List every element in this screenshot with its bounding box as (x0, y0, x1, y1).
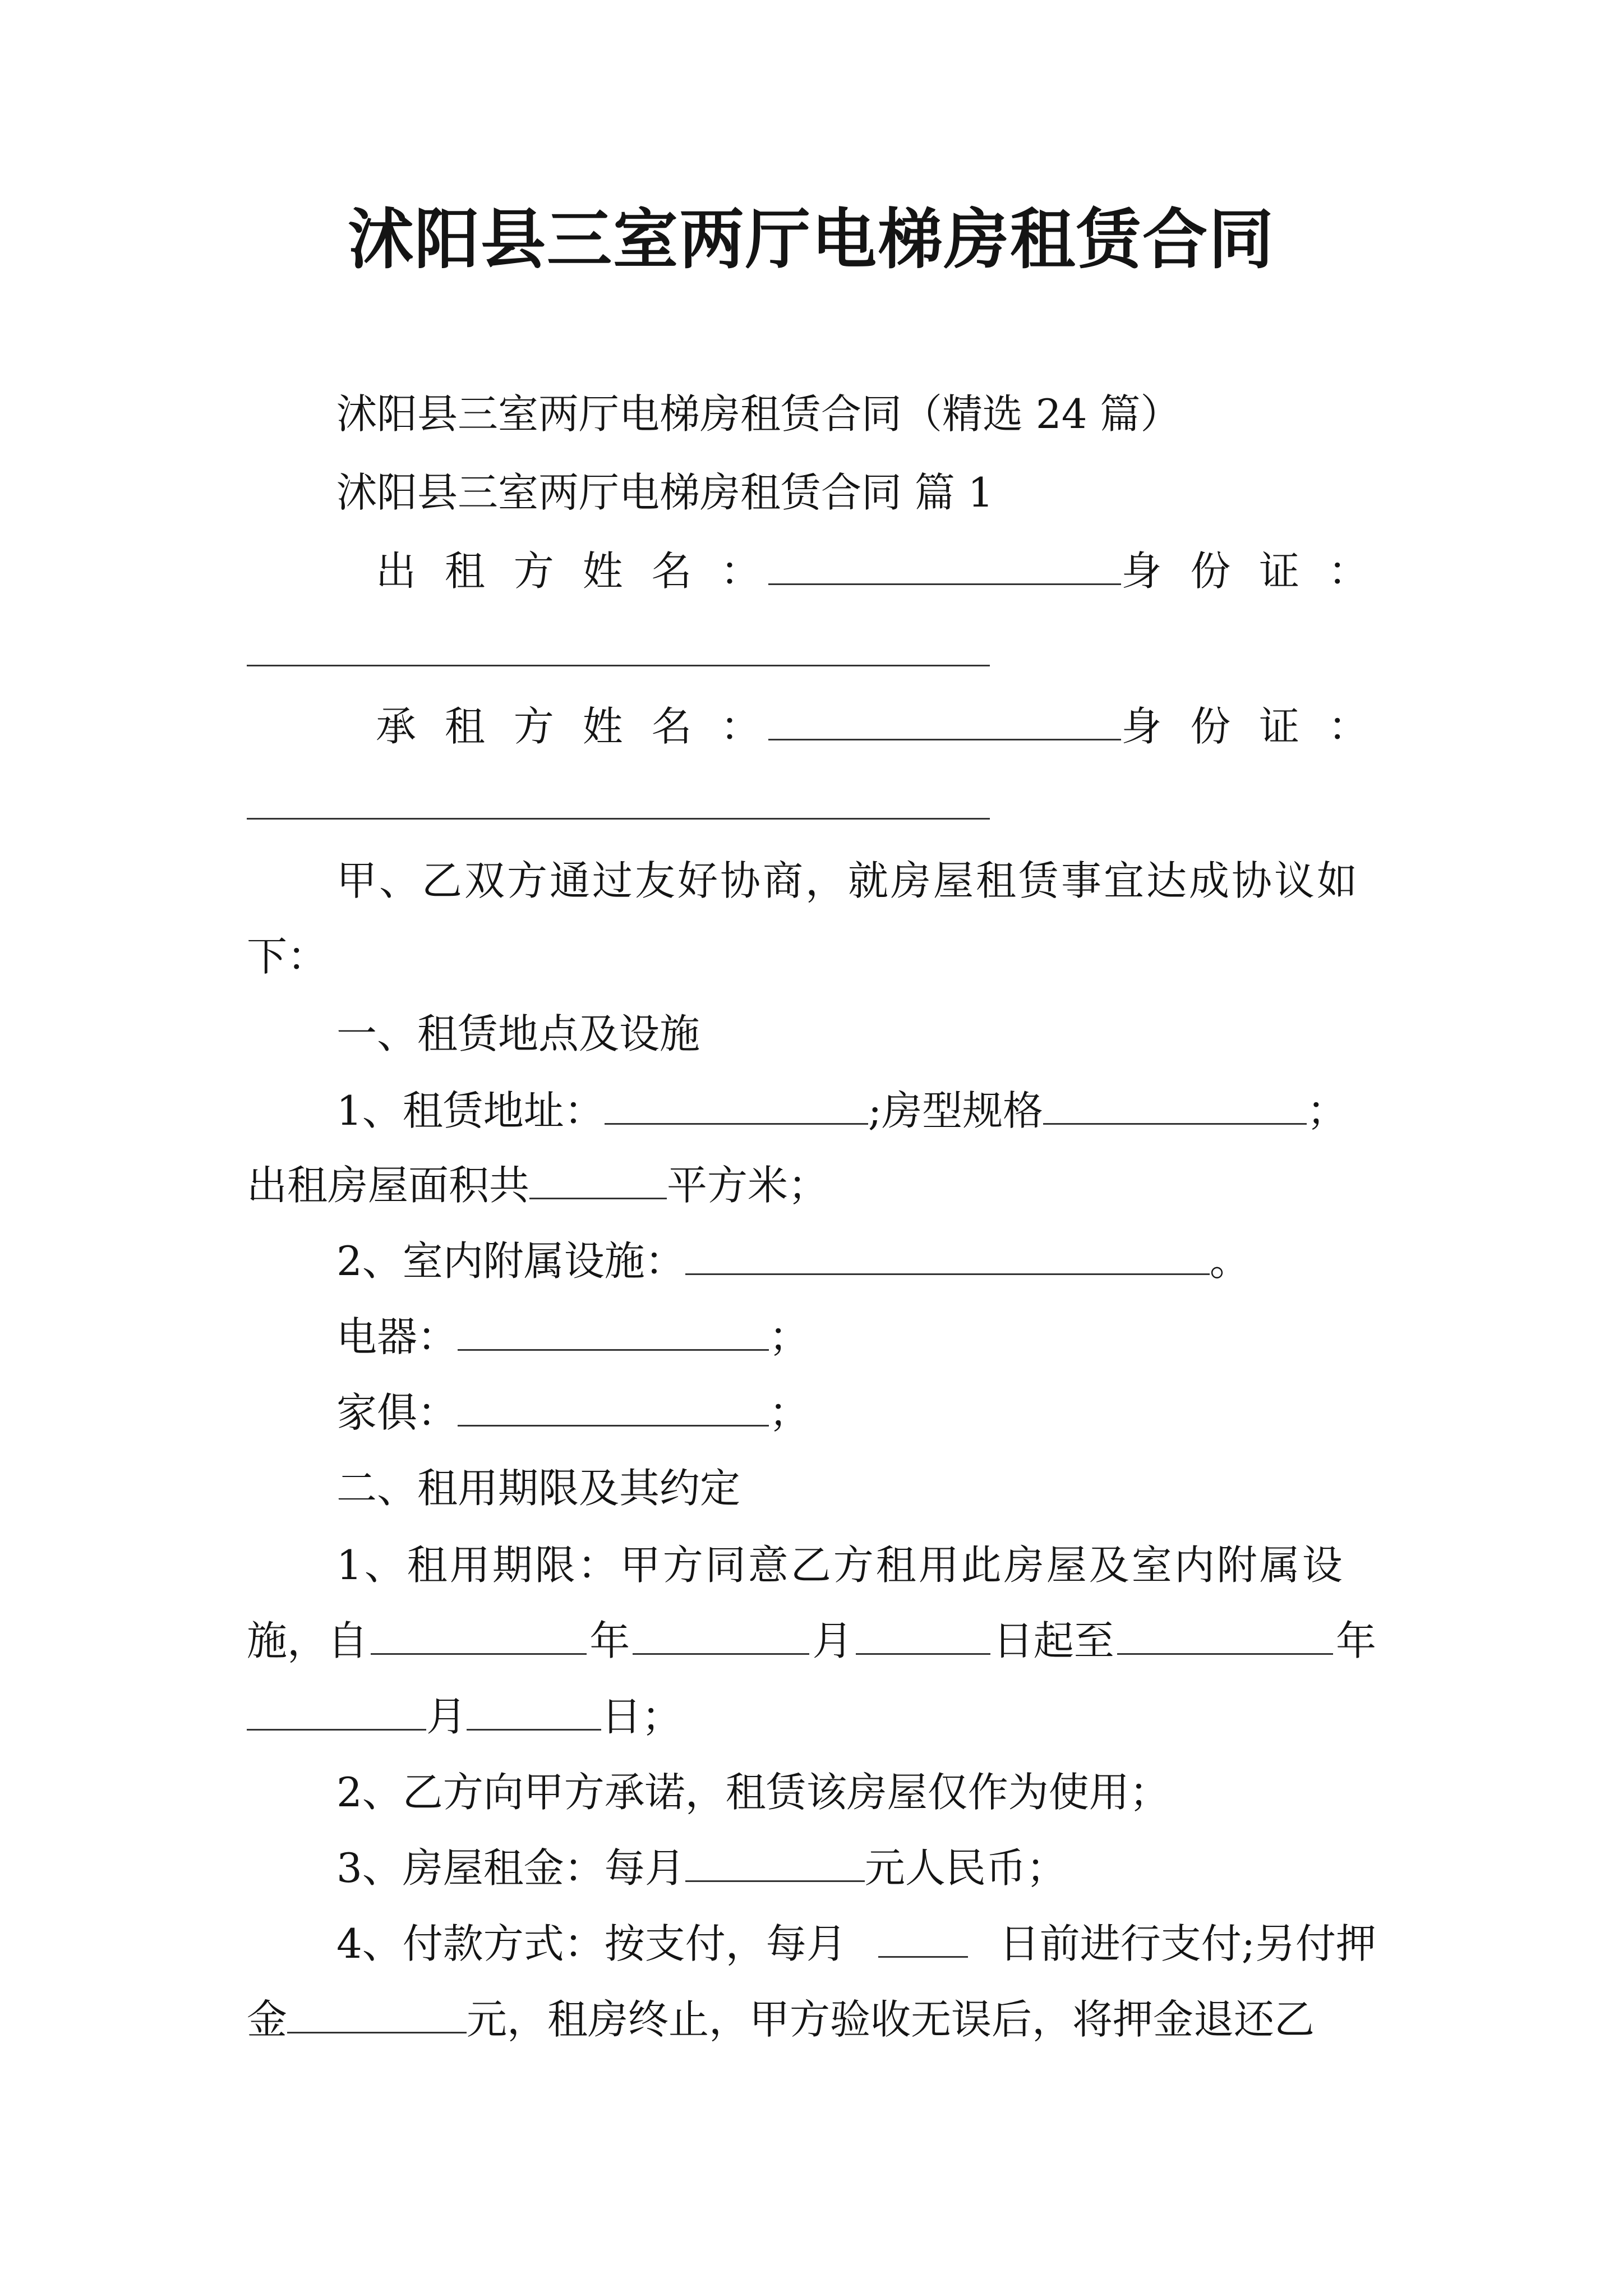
heading-2: 二、租用期限及其约定 (336, 1465, 741, 1512)
term-from-year-label: 年 (589, 1617, 630, 1664)
payment-day-blank (878, 1917, 968, 1958)
appliances-blank (458, 1310, 769, 1351)
area-label: 出租房屋面积共 (247, 1162, 530, 1209)
lessor-name-label: 出 租 方 姓 名 ： (376, 547, 769, 595)
item-1-2-row (247, 1230, 1376, 1292)
appliances-end: ； (769, 1313, 810, 1360)
item-2-3-row (247, 1837, 1376, 1899)
term-to-day-blank (467, 1690, 601, 1731)
furniture-row (247, 1382, 1376, 1443)
document-title: 沭阳县三室两厅电梯房租赁合同 (348, 201, 1275, 278)
item-2-4-row-1 (247, 1913, 1376, 1975)
item-2-2: 2、乙方向甲方承诺，租赁该房屋仅作为使用； (336, 1769, 1170, 1816)
item-2-1-row-3 (247, 1686, 1376, 1747)
lessor-row (247, 540, 1376, 602)
furniture-blank (458, 1386, 769, 1427)
lessee-id-blank (247, 818, 990, 820)
rental-address-label: 1、租赁地址： (336, 1087, 605, 1134)
area-unit: 平方米； (667, 1162, 829, 1209)
term-to-label: 日起至 (993, 1617, 1114, 1664)
item-1-1-end: ； (1307, 1087, 1348, 1134)
intro-line-1: 甲、乙双方通过友好协商，就房屋租赁事宜达成协议如 (336, 857, 1360, 904)
deposit-label: 金 (247, 1996, 288, 2043)
payment-rest: 日前进行支付;另付押 (999, 1920, 1376, 1967)
item-1-1-row-2 (247, 1154, 1376, 1216)
item-1-1-row (247, 1080, 1376, 1142)
lessee-name-blank (768, 700, 1121, 740)
room-type-blank (1043, 1084, 1307, 1125)
term-from-day-blank (856, 1614, 990, 1655)
payment-label: 4、付款方式：按支付，每月 (336, 1920, 847, 1967)
room-type-label: ;房型规格 (868, 1087, 1044, 1134)
term-from-month-blank (633, 1614, 809, 1655)
rental-address-blank (605, 1084, 868, 1125)
deposit-rest: 元，租房终止，甲方验收无误后，将押金退还乙 (467, 1996, 1315, 2043)
appliances-label: 电器： (336, 1313, 458, 1360)
rent-unit: 元人民币； (864, 1844, 1067, 1892)
term-to-year-label: 年 (1335, 1617, 1376, 1664)
term-to-month-blank (247, 1690, 426, 1731)
deposit-blank (287, 1993, 467, 2033)
term-to-year-blank (1117, 1614, 1333, 1655)
term-from-month-label: 月 (812, 1617, 853, 1664)
area-blank (529, 1158, 667, 1199)
facilities-end: 。 (1209, 1237, 1250, 1285)
heading-1: 一、租赁地点及设施 (336, 1010, 700, 1057)
item-2-1-row-1: 1、租用期限：甲方同意乙方租用此房屋及室内附属设 (336, 1542, 1345, 1589)
term-to-month-label: 月 (426, 1693, 467, 1740)
rent-blank (685, 1841, 865, 1882)
item-2-4-row-2 (247, 1989, 1376, 2050)
lessee-id-label: 身 份 证 ： (1121, 703, 1376, 750)
item-2-1-row-2 (247, 1610, 1376, 1672)
appliances-row (247, 1306, 1376, 1368)
term-from-year-blank (371, 1614, 587, 1655)
document-subtitle: 沭阳县三室两厅电梯房租赁合同（精选 24 篇） (336, 390, 1181, 438)
lessee-row (247, 696, 1376, 757)
facilities-blank (685, 1234, 1210, 1275)
lessee-name-label: 承 租 方 姓 名 ： (376, 703, 769, 750)
lessor-id-blank (247, 665, 990, 666)
rent-label: 3、房屋租金：每月 (336, 1844, 685, 1892)
facilities-label: 2、室内附属设施： (336, 1237, 685, 1285)
furniture-end: ； (769, 1389, 810, 1436)
term-to-day-label: 日； (601, 1693, 683, 1740)
section-title: 沭阳县三室两厅电梯房租赁合同 篇 1 (336, 469, 994, 516)
lessor-id-label: 身 份 证 ： (1121, 547, 1376, 595)
furniture-label: 家俱： (336, 1389, 458, 1436)
intro-line-2: 下： (247, 933, 328, 980)
term-from-label: 施，自 (247, 1617, 368, 1664)
lessor-name-blank (768, 544, 1121, 585)
